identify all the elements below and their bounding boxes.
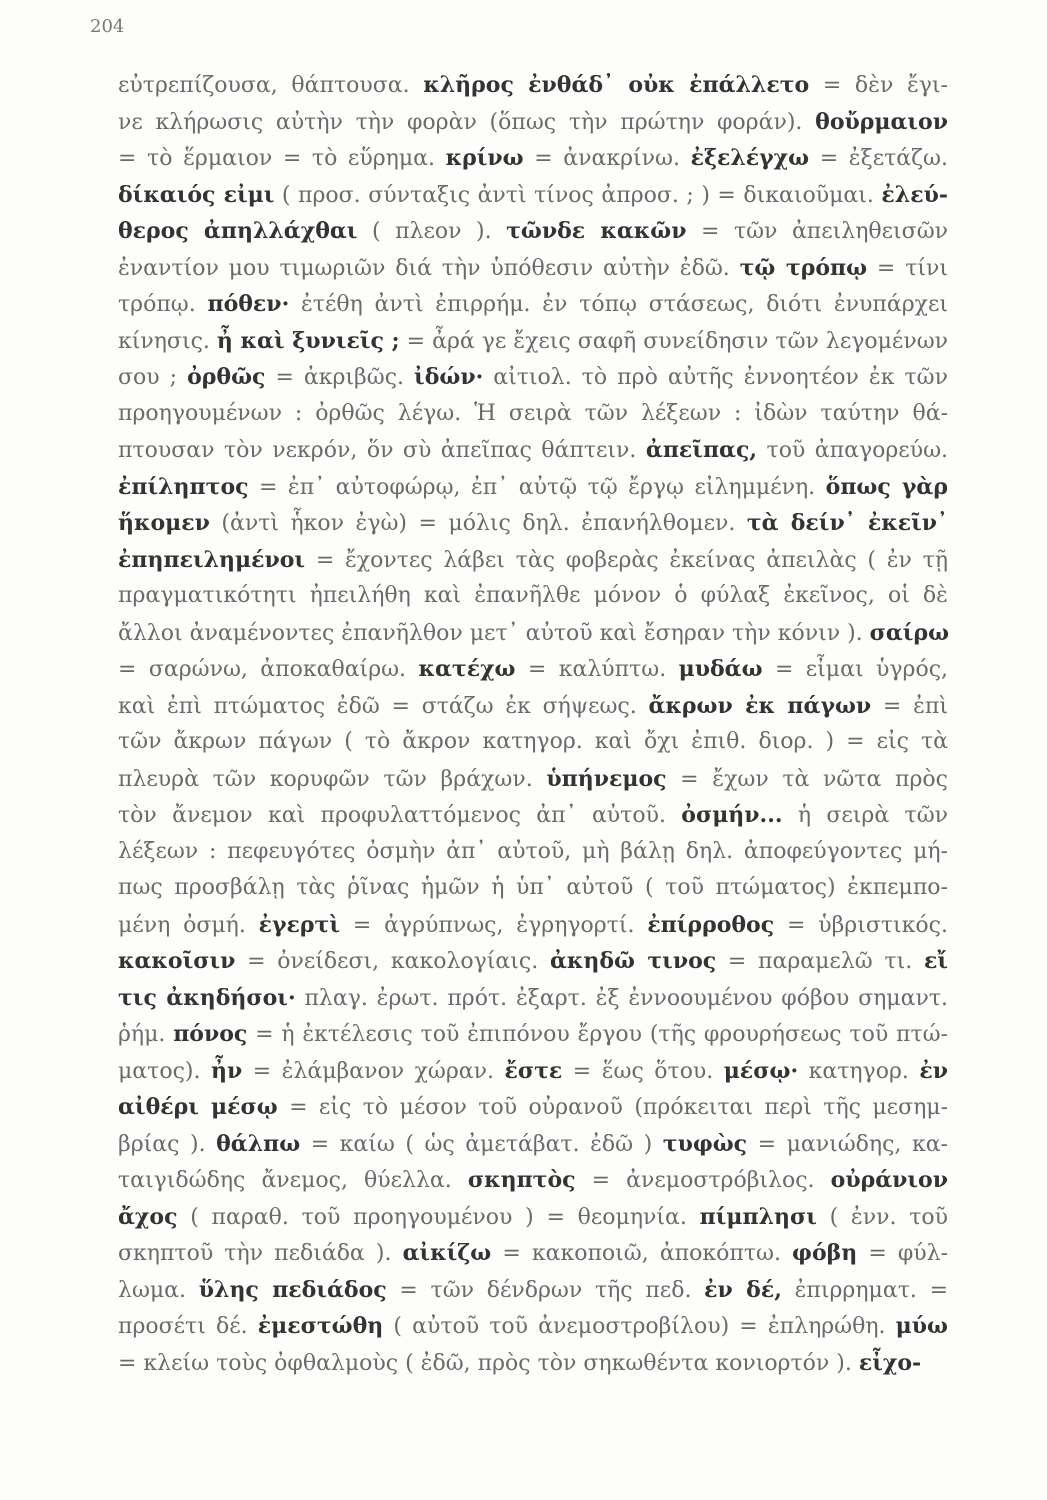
lemma-term: ἦ καὶ ξυνιεῖς ;	[216, 327, 400, 354]
gloss-text: = ἀνακρίνω.	[523, 146, 691, 171]
text-line	[118, 1016, 948, 1053]
text-line	[118, 1308, 948, 1345]
text-line	[118, 1235, 948, 1272]
text-line	[118, 943, 948, 980]
text-line	[118, 834, 948, 871]
gloss-text: = κακοποιῶ, ἀποκόπτω.	[491, 1241, 793, 1266]
page-number: 204	[90, 16, 125, 37]
gloss-text: πτουσαν τὸν νεκρόν, ὅν σὺ ἀπεῖπας θάπτειν.	[118, 438, 646, 463]
lemma-term: πίμπλησι	[699, 1203, 817, 1230]
lemma-term: τὰ δείν᾽ ἐκεῖν᾽	[746, 510, 949, 536]
lemma-term: ἰδών·	[414, 364, 484, 390]
text-line	[118, 286, 948, 323]
gloss-text: τρόπῳ.	[118, 292, 208, 317]
gloss-text: ( αὐτοῦ τοῦ ἀνεμοστροβίλου) = ἐπληρώθη.	[383, 1314, 896, 1339]
gloss-text: λέξεων : πεφευγότες ὀσμὴν ἀπ᾽ αὐτοῦ, μὴ βάλῃ δηλ. ἀποφεύγοντες μή-	[118, 838, 948, 864]
gloss-text: πως προσβάλῃ τὰς ῥῖνας ἡμῶν ἡ ὑπ᾽ αὐτοῦ ( τοῦ πτώματος) ἐκπεμπο-	[118, 875, 948, 900]
gloss-text: = καλύπτω.	[515, 657, 679, 682]
gloss-text: = ἀνεμοστρόβιλος.	[575, 1168, 831, 1193]
lemma-term: ἐν δέ,	[704, 1276, 782, 1303]
gloss-text: = ὀνείδεσι, κακολογίαις.	[235, 949, 550, 974]
gloss-text: = ἀκριβῶς.	[265, 365, 415, 390]
gloss-text: ματος).	[118, 1058, 211, 1084]
text-line	[118, 432, 948, 469]
gloss-text: = τὸ ἕρμαιον = τὸ εὕρημα.	[118, 146, 446, 171]
lemma-term: ἀπεῖπας,	[645, 437, 758, 463]
commentary-text	[118, 67, 948, 1381]
gloss-text: ( ἐνν. τοῦ	[816, 1204, 948, 1230]
gloss-text: κίνησις.	[118, 328, 217, 354]
gloss-text: πλαγ. ἐρωτ. πρότ. ἐξαρτ. ἐξ ἐννοουμένου φόβου σημαντ.	[295, 985, 948, 1011]
lemma-term: κακοῖσιν	[118, 948, 236, 974]
gloss-text: σου ;	[118, 365, 188, 390]
lemma-term: φόβη	[792, 1240, 858, 1266]
text-line	[118, 578, 948, 615]
lemma-term: ἐμεστώθη	[257, 1313, 384, 1339]
text-line	[118, 213, 948, 250]
text-line	[118, 250, 948, 287]
text-line	[118, 761, 948, 798]
lemma-term: τῷ τρόπῳ	[739, 254, 868, 281]
gloss-text: μένη ὀσμή.	[118, 912, 259, 938]
lemma-term: ἀκηδῶ τινος	[549, 948, 717, 974]
text-line	[118, 724, 948, 761]
gloss-text: = τίνι	[867, 255, 949, 281]
gloss-text: βρίας ).	[118, 1131, 217, 1157]
lemma-term: ἐπίρροθος	[647, 911, 775, 938]
lemma-term: ἐν	[919, 1057, 949, 1084]
gloss-text: τοῦ ἀπαγορεύω.	[757, 438, 949, 463]
text-line	[118, 140, 948, 177]
gloss-text: ἡ σειρὰ τῶν	[782, 803, 949, 828]
gloss-text: προηγουμένων : ὀρθῶς λέγω. Ἡ σειρὰ τῶν λέξεων : ἰδὼν ταύτην θά-	[118, 400, 948, 426]
lemma-term: μύω	[895, 1313, 948, 1339]
text-line	[118, 396, 948, 433]
lemma-term: ἥκομεν	[118, 510, 210, 536]
text-line	[118, 907, 948, 944]
text-line	[118, 1345, 948, 1382]
text-line	[118, 359, 948, 396]
lemma-term: πόθεν·	[207, 291, 290, 317]
gloss-text: (ἀντὶ ἧκον ἐγὼ) = μόλις δηλ. ἐπανήλθομεν.	[209, 511, 747, 536]
lemma-term: σαίρω	[869, 619, 950, 646]
gloss-text: ἐτέθη ἀντὶ ἐπιρρήμ. ἐν τόπῳ στάσεως, διότι ἐνυπάρχει	[289, 292, 949, 317]
text-line	[118, 980, 948, 1017]
gloss-text: τὸν ἄνεμον καὶ προφυλαττόμενος ἀπ᾽ αὐτοῦ.	[118, 803, 682, 828]
lemma-term: ὀσμήν...	[681, 802, 783, 828]
text-line	[118, 651, 948, 688]
lemma-term: σκηπτὸς	[467, 1167, 576, 1193]
gloss-text: = ἐπ᾽ αὐτοφώρῳ, ἐπ᾽ αὐτῷ τῷ ἔργῳ εἰλημμένη.	[248, 474, 826, 500]
gloss-text: λωμα.	[118, 1277, 199, 1303]
gloss-text: ἄλλοι ἀναμένοντες ἐπανῆλθον μετ᾽ αὐτοῦ καὶ ἔσηραν τὴν κόνιν ).	[118, 620, 870, 646]
gloss-text: = ὑβριστικός.	[774, 912, 948, 938]
text-line	[118, 104, 948, 141]
text-line	[118, 1272, 948, 1309]
lemma-term: ὅπως γὰρ	[825, 473, 948, 500]
gloss-text: = κλείω τοὺς ὀφθαλμοὺς ( ἐδῶ, πρὸς τὸν σηκωθέντα κονιορτόν ).	[118, 1350, 859, 1376]
gloss-text: αἰτιολ. τὸ πρὸ αὐτῆς ἐννοητέον ἐκ τῶν	[483, 365, 948, 390]
lemma-term: ἐπίληπτος	[118, 473, 249, 500]
lemma-term: τις ἀκηδήσοι·	[118, 984, 296, 1011]
lemma-term: ἦν	[210, 1057, 243, 1084]
text-line	[118, 688, 948, 725]
lemma-term: εἴ	[923, 948, 948, 974]
lemma-term: δίκαιός εἰμι	[118, 181, 275, 208]
lemma-term: θερος ἀπηλλάχθαι	[118, 218, 358, 244]
text-line	[118, 1053, 948, 1090]
gloss-text: τῶν ἄκρων πάγων ( τὸ ἄκρον κατηγορ. καὶ ὄχι ἐπιθ. διορ. ) = εἰς τὰ	[118, 729, 948, 754]
gloss-text: = τῶν δένδρων τῆς πεδ.	[386, 1277, 705, 1303]
lemma-term: αἰκίζω	[402, 1240, 492, 1266]
gloss-text: σκηπτοῦ τὴν πεδιάδα ).	[118, 1241, 403, 1266]
gloss-text: = ἔχων τὰ νῶτα πρὸς	[666, 766, 948, 792]
gloss-text: = φύλ-	[857, 1241, 949, 1266]
gloss-text: = τῶν ἀπειληθεισῶν	[686, 219, 949, 244]
lemma-term: ἐξελέγχω	[690, 145, 810, 171]
text-line	[118, 615, 948, 652]
gloss-text: ( παραθ. τοῦ προηγουμένου ) = θεομηνία.	[177, 1204, 700, 1230]
gloss-text: = μανιώδης, κα-	[747, 1131, 948, 1157]
text-line	[118, 67, 948, 104]
lemma-term: μυδάω	[678, 656, 763, 682]
text-line	[118, 1162, 948, 1199]
gloss-text: ἐναντίον μου τιμωριῶν διά τὴν ὑπόθεσιν αὐτὴν ἐδῶ.	[118, 255, 740, 281]
gloss-text: = ἐλάμβανον χώραν.	[242, 1058, 505, 1084]
lemma-term: τυφὼς	[662, 1130, 748, 1157]
lemma-term: ὕλης πεδιάδος	[198, 1276, 387, 1303]
lemma-term: ἄχος	[118, 1203, 178, 1230]
lemma-term: κρίνω	[445, 145, 524, 171]
gloss-text: πλευρὰ τῶν κορυφῶν τῶν βράχων.	[118, 766, 547, 792]
lemma-term: θάλπω	[216, 1130, 301, 1157]
lemma-term: ὀρθῶς	[187, 364, 266, 390]
lemma-term: οὐράνιον	[830, 1167, 948, 1193]
lemma-term: τῶνδε κακῶν	[506, 218, 687, 244]
gloss-text: = καίω ( ὡς ἀμετάβατ. ἐδῶ )	[300, 1131, 663, 1157]
lemma-term: ἄκρων ἐκ πάγων	[648, 692, 872, 719]
lemma-term: μέσῳ·	[723, 1057, 799, 1084]
text-line	[118, 797, 948, 834]
text-line	[118, 1199, 948, 1236]
lemma-term: εἶχο-	[858, 1349, 922, 1376]
lemma-term: ὑπήνεμος	[546, 765, 667, 792]
gloss-text: ( πλεον ).	[357, 219, 507, 244]
lemma-term: κλῆρος ἐνθάδ᾽ οὐκ ἐπάλλετο	[423, 72, 810, 98]
text-line	[118, 469, 948, 506]
gloss-text: = ἔχοντες λάβει τὰς φοβερὰς ἐκείνας ἀπειλὰς ( ἐν τῇ	[305, 547, 948, 573]
gloss-text: ( προσ. σύνταξις ἀντὶ τίνος ἀπροσ. ; ) = δικαιοῦμαι.	[274, 182, 882, 208]
lemma-term: ἐπηπειλημένοι	[118, 546, 306, 573]
gloss-text: = ἐπὶ	[871, 693, 948, 719]
gloss-text: προσέτι δέ.	[118, 1314, 258, 1339]
gloss-text: ἐπιρρηματ. =	[781, 1277, 949, 1303]
gloss-text: = εἶμαι ὑγρός,	[762, 657, 949, 682]
lemma-term: θοὔρμαιον	[815, 108, 948, 135]
gloss-text: ταιγιδώδης ἄνεμος, θύελλα.	[118, 1168, 468, 1193]
lemma-term: ἔστε	[504, 1057, 563, 1084]
gloss-text: = παραμελῶ τι.	[716, 949, 924, 974]
gloss-text: = ἀγρύπνως, ἐγρηγορτί.	[340, 912, 648, 938]
gloss-text: = ἡ ἐκτέλεσις τοῦ ἐπιπόνου ἔργου (τῆς φρουρήσεως τοῦ πτώ-	[247, 1022, 948, 1047]
gloss-text: = εἰς τὸ μέσον τοῦ οὐρανοῦ (πρόκειται περὶ τῆς μεσημ-	[277, 1095, 948, 1120]
text-line	[118, 870, 948, 907]
lemma-term: κατέχω	[418, 656, 516, 682]
lemma-term: πόνος	[173, 1021, 248, 1047]
gloss-text: = ἆρά γε ἔχεις σαφῆ συνείδησιν τῶν λεγομένων	[399, 328, 949, 354]
lemma-term: ἐγερτὶ	[258, 911, 340, 938]
lemma-term: ἐλεύ-	[881, 181, 948, 208]
gloss-text: = ἕως ὅτου.	[562, 1058, 724, 1084]
gloss-text: εὐτρεπίζουσα, θάπτουσα.	[118, 73, 424, 98]
gloss-text: = δὲν ἔγι-	[809, 73, 948, 98]
gloss-text: καὶ ἐπὶ πτώματος ἐδῶ = στάζω ἐκ σήψεως.	[118, 693, 649, 719]
gloss-text: ῥήμ.	[118, 1022, 174, 1047]
gloss-text: = σαρώνω, ἀποκαθαίρω.	[118, 657, 419, 682]
gloss-text: κατηγορ.	[798, 1058, 920, 1084]
lemma-term: αἰθέρι μέσῳ	[118, 1094, 278, 1120]
gloss-text: νε κλήρωσις αὐτὴν τὴν φορὰν (ὅπως τὴν πρώτην φοράν).	[118, 109, 816, 135]
text-line	[118, 505, 948, 542]
gloss-text: = ἐξετάζω.	[809, 146, 948, 171]
text-line	[118, 1126, 948, 1163]
text-line	[118, 542, 948, 579]
gloss-text: πραγματικότητι ἠπειλήθη καὶ ἐπανῆλθε μόνον ὁ φύλαξ ἐκεῖνος, οἱ δὲ	[118, 583, 948, 608]
text-line	[118, 323, 948, 360]
text-line	[118, 1089, 948, 1126]
text-line	[118, 177, 948, 214]
